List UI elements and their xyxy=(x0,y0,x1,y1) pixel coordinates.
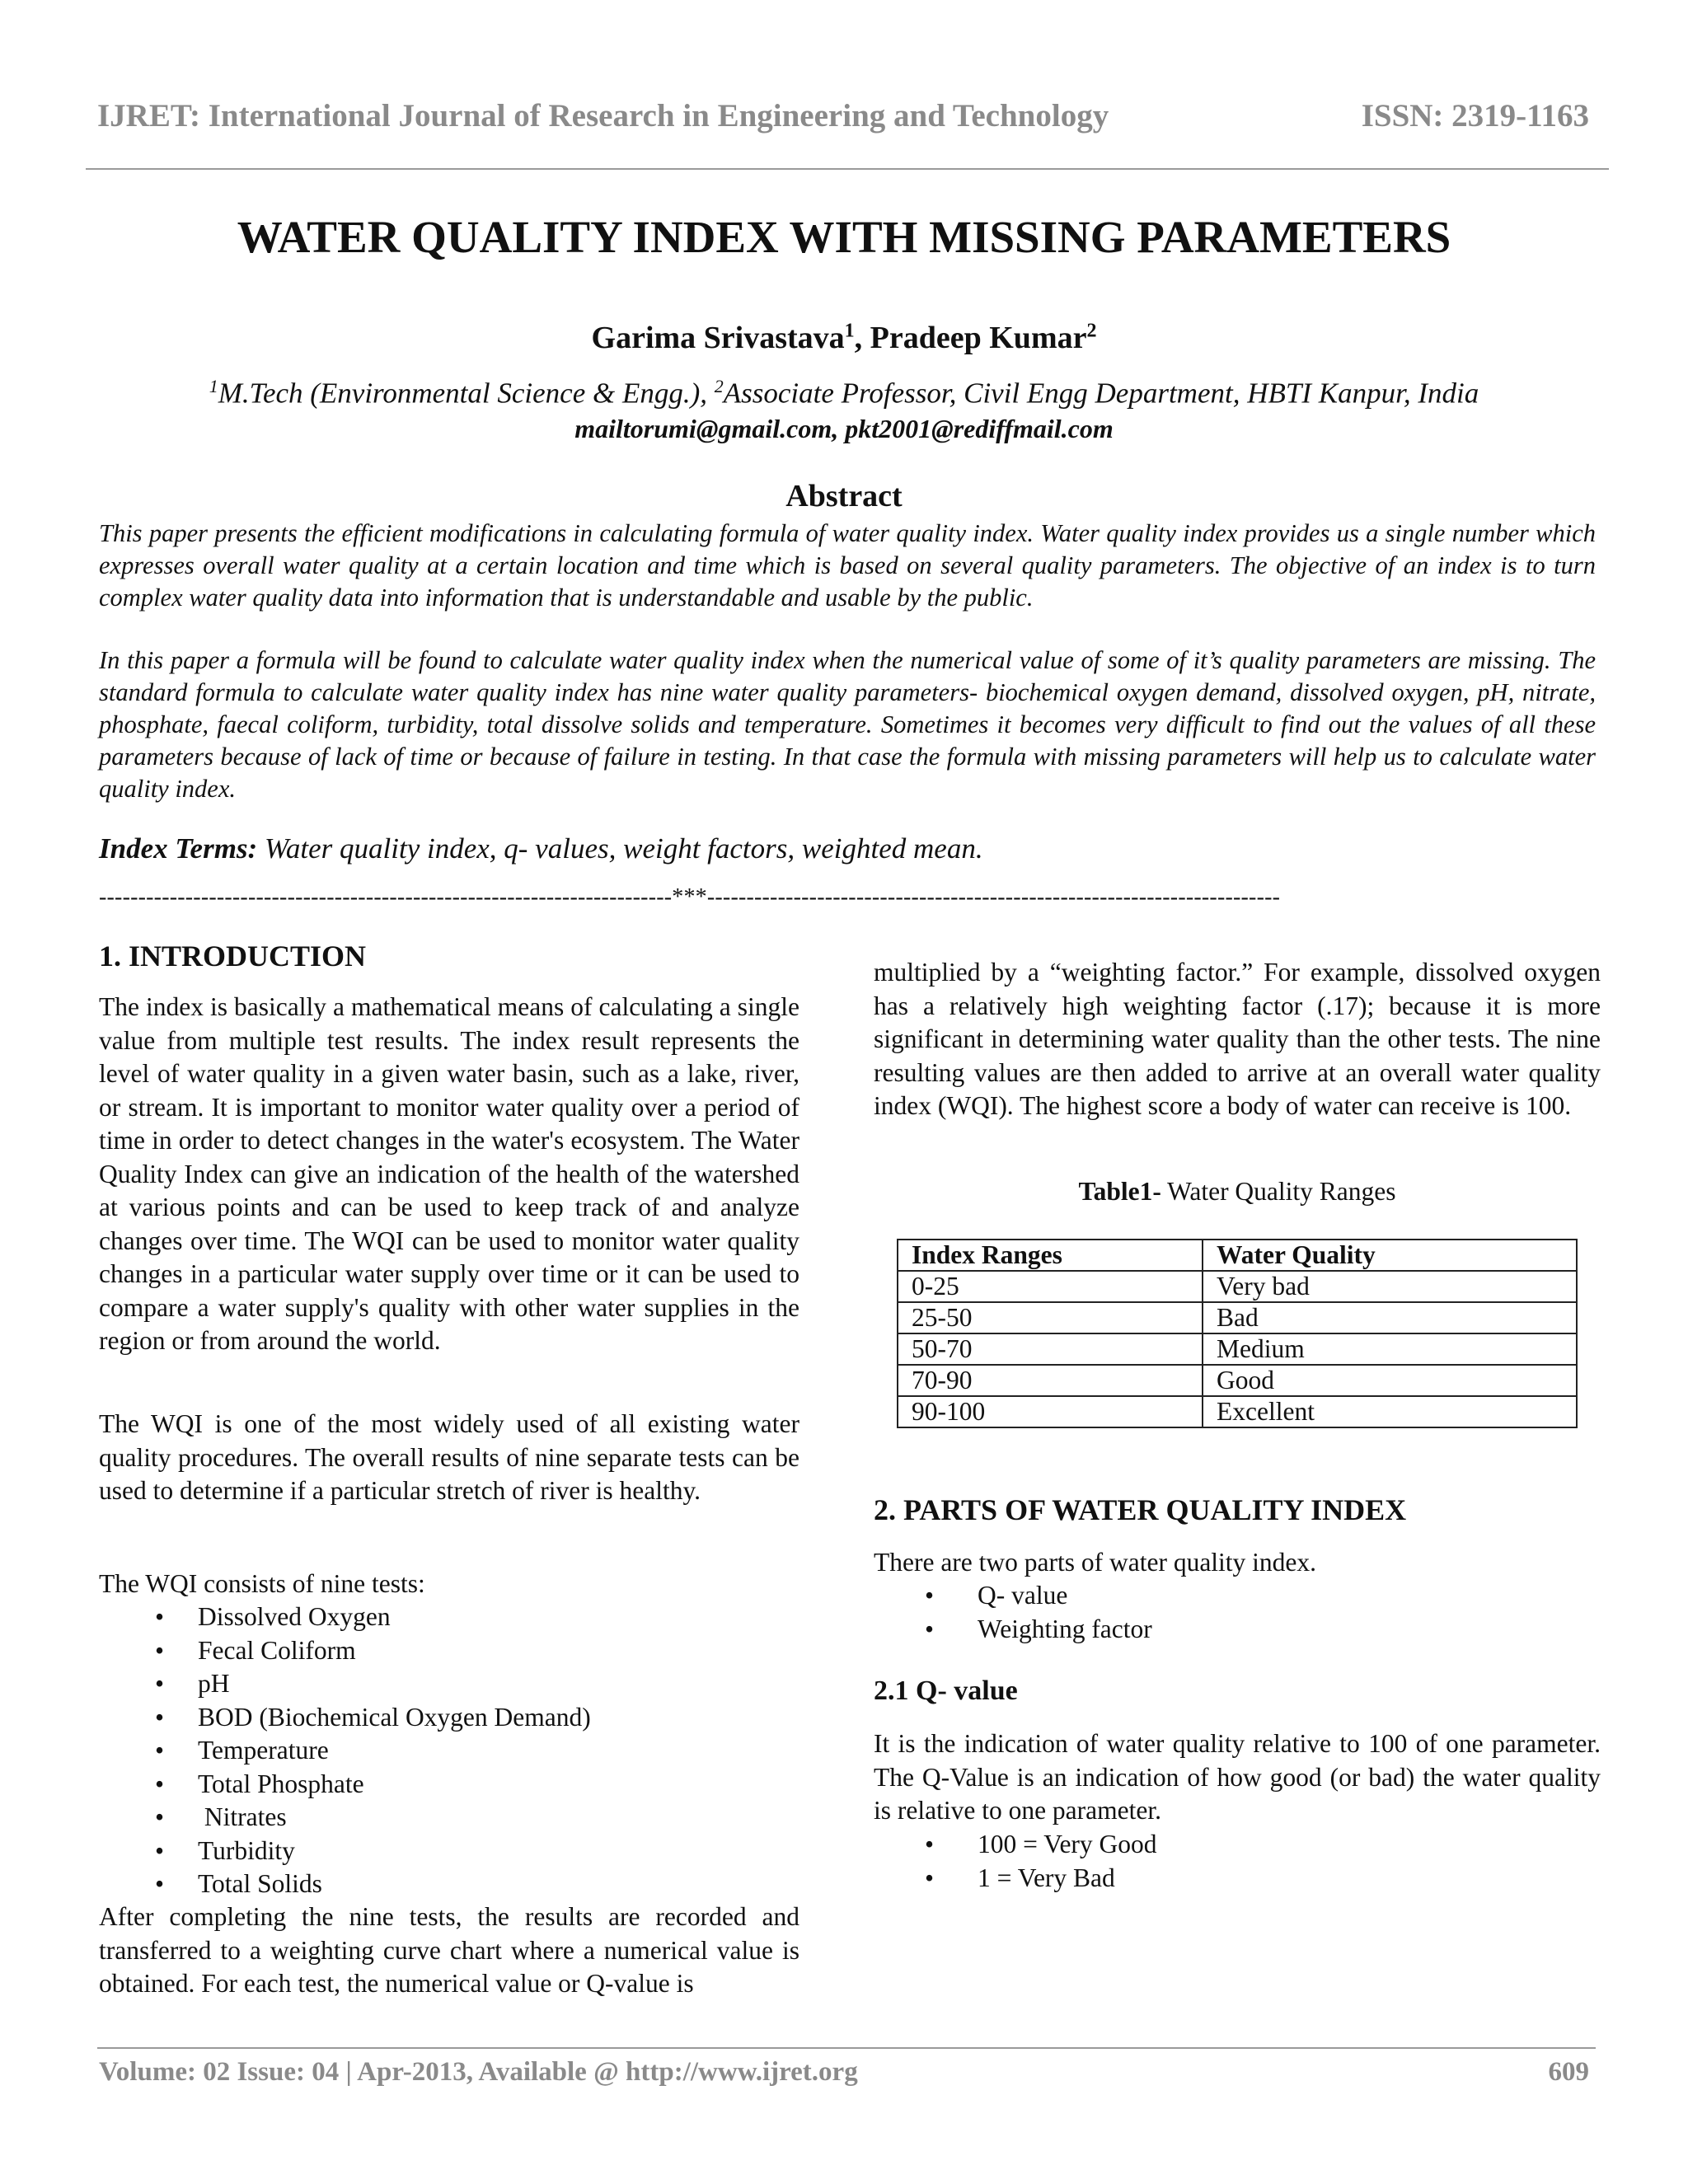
journal-header: IJRET: International Journal of Research in Engineering and Technology xyxy=(97,98,1109,134)
table-cell: Very bad xyxy=(1203,1271,1577,1302)
tests-list-wrapper xyxy=(99,1601,799,1901)
abstract-heading: Abstract xyxy=(785,479,903,513)
index-terms-text: Water quality index, q- values, weight factors, weighted mean. xyxy=(257,832,983,865)
table-row xyxy=(898,1271,1577,1302)
parts-heading xyxy=(874,1493,1601,1529)
bullet-icon: • xyxy=(155,1835,165,1865)
footer-divider xyxy=(97,2047,1596,2049)
list-item xyxy=(99,1734,799,1768)
qvalue-heading xyxy=(874,1675,1601,1708)
section-heading: 2. PARTS OF WATER QUALITY INDEX xyxy=(874,1493,1407,1526)
list-item xyxy=(99,1801,799,1835)
bullet-icon: • xyxy=(925,1830,935,1858)
affil-mark: 2 xyxy=(714,376,724,396)
table-cell: 50-70 xyxy=(898,1333,1203,1365)
list-item-text: Total Solids xyxy=(198,1869,322,1898)
section-heading: 1. INTRODUCTION xyxy=(99,940,367,972)
intro-paragraph-2: The WQI is one of the most widely used of all existing water quality procedures. The overall results of nine separate tests can be used to determine if a particular stretch of river is healthy. xyxy=(99,1409,799,1505)
list-item xyxy=(99,1835,799,1868)
table-cell: Medium xyxy=(1203,1333,1577,1365)
bullet-icon: • xyxy=(155,1736,165,1765)
bullet-icon: • xyxy=(155,1602,165,1631)
parts-paragraph: There are two parts of water quality index. xyxy=(874,1548,1317,1577)
intro-heading xyxy=(99,940,799,975)
list-item xyxy=(99,1701,799,1735)
table-row xyxy=(898,1333,1577,1365)
author-name: Pradeep Kumar xyxy=(870,321,1087,355)
bullet-icon: • xyxy=(155,1635,165,1665)
table-cell: Good xyxy=(1203,1365,1577,1396)
qvalue-list-wrapper xyxy=(874,1828,1601,1895)
table-cell: 90-100 xyxy=(898,1396,1203,1427)
bullet-icon: • xyxy=(155,1669,165,1698)
list-item xyxy=(99,1768,799,1802)
parts-list-wrapper xyxy=(874,1579,1601,1646)
bullet-icon: • xyxy=(155,1769,165,1798)
header-divider xyxy=(86,168,1609,170)
bullet-icon: • xyxy=(155,1869,165,1898)
list-item xyxy=(99,1634,799,1668)
list-item-text: Turbidity xyxy=(198,1835,295,1865)
list-item xyxy=(99,1868,799,1901)
table-caption-label: Table1- xyxy=(1078,1177,1161,1206)
table-caption-text: Water Quality Ranges xyxy=(1160,1177,1396,1206)
table-header-cell: Index Ranges xyxy=(898,1240,1203,1271)
intro-paragraph-1: The index is basically a mathematical means of calculating a single value from multiple test results. The index result represents the level of water quality in a given water basin, such as a lake, river, or stream. It is important to monitor water quality over a period of time in order to detect changes in the water's ecosystem. The Water Quality Index can give an indication of the health of the watershed at various points and can be used to keep track of and analyze changes over time. The WQI can be used to monitor water quality changes in a particular water supply over time or it can be used to compare a water supply's quality with other water supplies in the region or from around the world. xyxy=(99,992,799,1355)
table-header-cell: Water Quality xyxy=(1203,1240,1577,1271)
list-item-text: BOD (Biochemical Oxygen Demand) xyxy=(198,1702,591,1732)
water-quality-ranges-table xyxy=(897,1239,1578,1428)
table-row xyxy=(898,1365,1577,1396)
paper-title: WATER QUALITY INDEX WITH MISSING PARAMETERS xyxy=(237,212,1451,262)
author-affil-mark: 1 xyxy=(844,320,855,342)
table-row xyxy=(898,1396,1577,1427)
table-cell: 25-50 xyxy=(898,1302,1203,1333)
intro-paragraph-4: After completing the nine tests, the results are recorded and transferred to a weighting curve chart where a numerical value is obtained. For each test, the numerical value or Q-value is xyxy=(99,1902,799,1998)
table-cell: Excellent xyxy=(1203,1396,1577,1427)
list-item-text: 1 = Very Bad xyxy=(978,1863,1115,1892)
affiliations xyxy=(0,376,1688,410)
list-item-text: Temperature xyxy=(198,1736,329,1765)
list-item xyxy=(874,1862,1601,1896)
list-item-text: pH xyxy=(198,1669,230,1698)
author-name: Garima Srivastava xyxy=(591,321,845,355)
table-header-row xyxy=(898,1240,1577,1271)
list-item xyxy=(874,1828,1601,1862)
list-item xyxy=(99,1601,799,1634)
index-terms xyxy=(99,832,1596,865)
issn-header: ISSN: 2319-1163 xyxy=(1361,98,1589,134)
page-number: 609 xyxy=(1548,2057,1589,2087)
affiliation-1: M.Tech (Environmental Science & Engg.), xyxy=(218,377,715,410)
table-row xyxy=(898,1302,1577,1333)
list-item-text: Q- value xyxy=(978,1581,1068,1610)
list-item-text: 100 = Very Good xyxy=(978,1830,1157,1858)
footer-citation: Volume: 02 Issue: 04 | Apr-2013, Available @ http://www.ijret.org xyxy=(99,2057,858,2087)
qvalue-list xyxy=(874,1828,1601,1895)
bullet-icon: • xyxy=(925,1614,935,1643)
list-item xyxy=(874,1579,1601,1613)
bullet-icon: • xyxy=(925,1581,935,1610)
table-caption xyxy=(874,1177,1601,1207)
affiliation-2: Associate Professor, Civil Engg Department, HBTI Kanpur, India xyxy=(723,377,1479,410)
intro-paragraph-3: The WQI consists of nine tests: xyxy=(99,1569,425,1598)
bullet-icon: • xyxy=(155,1802,165,1831)
index-terms-label: Index Terms: xyxy=(99,832,258,865)
list-item-text: Weighting factor xyxy=(978,1614,1152,1643)
list-item xyxy=(99,1667,799,1701)
list-item-text: Dissolved Oxygen xyxy=(198,1602,391,1631)
parts-list xyxy=(874,1579,1601,1646)
list-item-text: Fecal Coliform xyxy=(198,1635,356,1665)
table-cell: Bad xyxy=(1203,1302,1577,1333)
list-item-text: Total Phosphate xyxy=(198,1769,364,1798)
tests-list xyxy=(99,1601,799,1901)
bullet-icon: • xyxy=(155,1702,165,1732)
affil-mark: 1 xyxy=(209,376,218,396)
table-cell: 0-25 xyxy=(898,1271,1203,1302)
author-emails: mailtorumi@gmail.com, pkt2001@rediffmail.com xyxy=(574,414,1114,443)
qvalue-paragraph: It is the indication of water quality relative to 100 of one parameter. The Q-Value is an indication of how good (or bad) the water quality is relative to one parameter. xyxy=(874,1729,1601,1825)
abstract-paragraph: In this paper a formula will be found to calculate water quality index when the numerical value of some of it’s quality parameters are missing. The standard formula to calculate water quality index has nine water quality parameters- biochemical oxygen demand, dissolved oxygen, pH, nitrate, phosphate, faecal coliform, turbidity, total dissolve solids and temperature. Sometimes it becomes very difficult to find out the values of all these parameters because of lack of time or because of failure in testing. In that case the formula with missing parameters will help us to calculate water quality index. xyxy=(99,646,1596,803)
subsection-heading: 2.1 Q- value xyxy=(874,1675,1018,1706)
table-cell: 70-90 xyxy=(898,1365,1203,1396)
intro-paragraph-5: multiplied by a “weighting factor.” For example, dissolved oxygen has a relatively high weighting factor (.17); because it is more significant in determining water quality than the other tests. The nine resulting values are then added to arrive at an overall water quality index (WQI). The highest score a body of water can receive is 100. xyxy=(874,958,1601,1120)
bullet-icon: • xyxy=(925,1863,935,1892)
author-affil-mark: 2 xyxy=(1086,320,1097,342)
list-item xyxy=(874,1613,1601,1647)
author-list: Garima Srivastava$^1$, Pradeep Kumar$^2$ xyxy=(591,320,1097,355)
list-item-text: Nitrates xyxy=(198,1802,287,1831)
section-separator: -------------------------------------------------------------------------***------------------------------------------------------------------------- xyxy=(99,884,1281,910)
abstract-paragraph: This paper presents the efficient modifications in calculating formula of water quality index. Water quality index provides us a single number which expresses overall water quality at a certain location and time which is based on several quality parameters. The objective of an index is to turn complex water quality data into information that is understandable and usable by the public. xyxy=(99,519,1596,612)
